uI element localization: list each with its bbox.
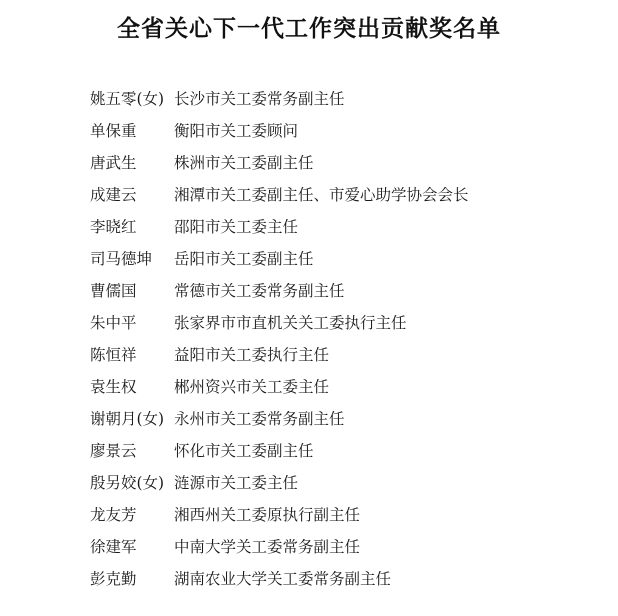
recipient-role: 郴州资兴市关工委主任 (174, 378, 330, 396)
recipient-name: 陈恒祥 (90, 346, 137, 364)
recipient-role: 涟源市关工委主任 (174, 474, 299, 492)
recipient-name: 龙友芳 (90, 506, 137, 524)
recipient-name: 曹儒国 (90, 282, 137, 300)
recipient-name: 徐建军 (90, 538, 137, 556)
recipient-name: 成建云 (90, 186, 137, 204)
recipient-role: 邵阳市关工委主任 (174, 218, 299, 236)
recipient-role: 益阳市关工委执行主任 (174, 346, 330, 364)
recipient-name: 谢朝月(女) (90, 410, 165, 428)
list-item (90, 114, 590, 146)
list-item (90, 82, 590, 114)
recipient-role: 湖南农业大学关工委常务副主任 (174, 570, 392, 588)
recipient-role: 中南大学关工委常务副主任 (174, 538, 361, 556)
list-item (90, 242, 590, 274)
list-item (90, 562, 590, 594)
recipient-role: 湘潭市关工委副主任、市爱心助学协会会长 (174, 186, 469, 204)
recipient-role: 湘西州关工委原执行副主任 (174, 506, 361, 524)
recipient-role: 张家界市市直机关关工委执行主任 (174, 314, 407, 332)
recipient-name: 殷另姣(女) (90, 474, 165, 492)
list-item (90, 434, 590, 466)
list-item (90, 306, 590, 338)
recipient-role: 长沙市关工委常务副主任 (174, 90, 345, 108)
recipient-role: 常德市关工委常务副主任 (174, 282, 345, 300)
award-list (90, 82, 590, 594)
recipient-name: 司马德坤 (90, 250, 153, 268)
list-item (90, 498, 590, 530)
recipient-name: 朱中平 (90, 314, 137, 332)
list-item (90, 370, 590, 402)
recipient-name: 单保重 (90, 122, 137, 140)
list-item (90, 402, 590, 434)
recipient-role: 株洲市关工委副主任 (174, 154, 314, 172)
recipient-role: 怀化市关工委副主任 (174, 442, 314, 460)
document-title: 全省关心下一代工作突出贡献奖名单 (117, 16, 501, 42)
list-item (90, 178, 590, 210)
recipient-name: 姚五零(女) (90, 90, 165, 108)
recipient-name: 李晓红 (90, 218, 137, 236)
recipient-role: 岳阳市关工委副主任 (174, 250, 314, 268)
list-item (90, 466, 590, 498)
list-item (90, 274, 590, 306)
list-item (90, 338, 590, 370)
recipient-role: 永州市关工委常务副主任 (174, 410, 345, 428)
recipient-name: 廖景云 (90, 442, 137, 460)
recipient-role: 衡阳市关工委顾问 (174, 122, 299, 140)
recipient-name: 袁生权 (90, 378, 137, 396)
recipient-name: 唐武生 (90, 154, 137, 172)
recipient-name: 彭克勤 (90, 570, 137, 588)
list-item (90, 146, 590, 178)
list-item (90, 210, 590, 242)
list-item (90, 530, 590, 562)
